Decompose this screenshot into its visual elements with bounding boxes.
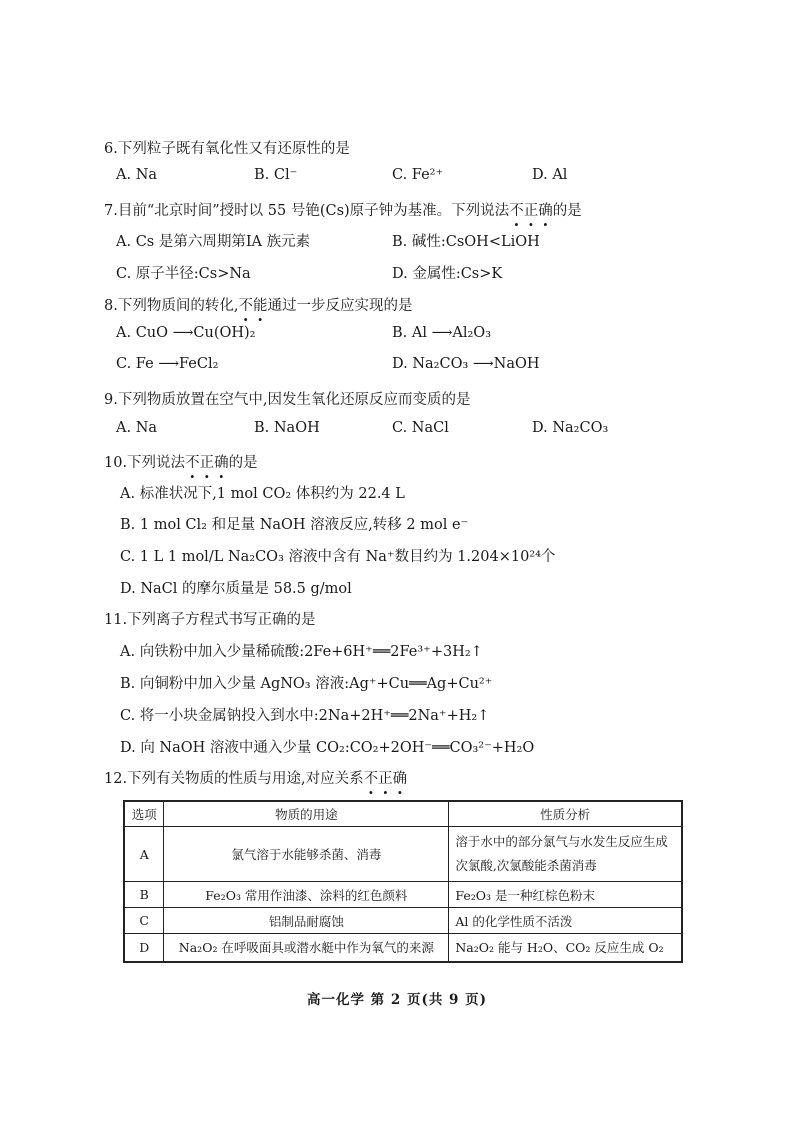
q7-stem-text: 7.目前“北京时间”授时以 55 号铯(Cs)原子钟为基准。下列说法 (104, 203, 510, 219)
emphasis-char: 正 (199, 455, 215, 471)
emphasis-char: 不 (363, 771, 379, 787)
q10-option-d: D. NaCl 的摩尔质量是 58.5 g/mol (120, 581, 352, 597)
table-cell-analysis: Al 的化学性质不活泼 (449, 908, 682, 934)
q9-option-a: A. Na (116, 420, 158, 436)
question-9-stem: 9.下列物质放置在空气中,因发生氧化还原反应而变质的是 (104, 392, 471, 408)
table-cell-option: C (124, 908, 164, 934)
q8-option-b: B. Al ⟶Al₂O₃ (392, 325, 492, 341)
emphasis-char: 不 (185, 455, 200, 471)
table-header: 选项 (124, 801, 164, 827)
q11-option-c: C. 将一小块金属钠投入到水中:2Na+2H⁺══2Na⁺+H₂↑ (120, 708, 490, 724)
table-cell-use: 氯气溶于水能够杀菌、消毒 (164, 827, 449, 882)
property-usage-table (123, 800, 683, 963)
table-row (124, 827, 682, 882)
q7-option-b: B. 碱性:CsOH<LiOH (392, 234, 540, 250)
table-cell-option: A (124, 827, 164, 882)
q10-stem-text: 10.下列说法 (104, 455, 186, 471)
table-header: 物质的用途 (164, 801, 449, 827)
q9-option-c: C. NaCl (392, 420, 449, 436)
q6-option-c: C. Fe²⁺ (392, 167, 444, 183)
table-cell-use: 铝制品耐腐蚀 (164, 908, 449, 934)
question-10-stem (104, 451, 258, 472)
emphasis-char: 确 (538, 203, 553, 219)
table-cell-analysis: 溶于水中的部分氯气与水发生反应生成次氯酸,次氯酸能杀菌消毒 (449, 827, 682, 882)
q9-option-b: B. NaOH (254, 420, 320, 436)
q6-option-d: D. Al (532, 167, 568, 183)
q10-option-c: C. 1 L 1 mol/L Na₂CO₃ 溶液中含有 Na⁺数目约为 1.204×10²⁴个 (120, 549, 556, 565)
table-cell-analysis: Na₂O₂ 能与 H₂O、CO₂ 反应生成 O₂ (449, 934, 682, 962)
q8-stem-tail: 通过一步反应实现的是 (267, 298, 413, 314)
q8-option-d: D. Na₂CO₃ ⟶NaOH (392, 356, 540, 372)
emphasis-char: 能 (252, 298, 268, 314)
emphasis-char: 不 (238, 298, 253, 314)
table-header-row (124, 801, 682, 827)
q10-stem-tail: 的是 (228, 455, 258, 471)
question-12-stem (104, 767, 407, 788)
q11-option-d: D. 向 NaOH 溶液中通入少量 CO₂:CO₂+2OH⁻══CO₃²⁻+H₂O (120, 740, 535, 756)
q8-stem-text: 8.下列物质间的转化, (104, 298, 239, 314)
q7-option-c: C. 原子半径:Cs>Na (116, 266, 251, 282)
q12-stem-text: 12.下列有关物质的性质与用途,对应关系 (104, 771, 364, 787)
q11-option-a: A. 向铁粉中加入少量稀硫酸:2Fe+6H⁺══2Fe³⁺+3H₂↑ (120, 644, 483, 660)
table-row (124, 934, 682, 962)
emphasis-char: 确 (392, 771, 408, 787)
table-header: 性质分析 (449, 801, 682, 827)
q11-option-b: B. 向铜粉中加入少量 AgNO₃ 溶液:Ag⁺+Cu══Ag+Cu²⁺ (120, 676, 493, 692)
question-8-stem (104, 294, 412, 315)
q9-option-d: D. Na₂CO₃ (532, 420, 609, 436)
q6-option-b: B. Cl⁻ (254, 167, 298, 183)
emphasis-char: 正 (523, 203, 539, 219)
table-cell-option: B (124, 882, 164, 908)
table-row (124, 908, 682, 934)
q8-option-a: A. CuO ⟶Cu(OH)₂ (116, 325, 256, 341)
emphasis-char: 正 (378, 771, 393, 787)
emphasis-char: 确 (214, 455, 229, 471)
table-cell-use: Fe₂O₃ 常用作油漆、涂料的红色颜料 (164, 882, 449, 908)
table-row (124, 882, 682, 908)
q6-option-a: A. Na (116, 167, 158, 183)
q10-option-b: B. 1 mol Cl₂ 和足量 NaOH 溶液反应,转移 2 mol e⁻ (120, 517, 469, 533)
q7-stem-tail: 的是 (552, 203, 582, 219)
page-footer: 高一化学 第 2 页(共 9 页) (306, 992, 488, 1008)
question-7-stem (104, 199, 582, 220)
emphasis-char: 不 (509, 203, 524, 219)
q7-option-a: A. Cs 是第六周期第ⅠA 族元素 (116, 234, 311, 250)
table-cell-use: Na₂O₂ 在呼吸面具或潜水艇中作为氧气的来源 (164, 934, 449, 962)
q8-option-c: C. Fe ⟶FeCl₂ (116, 356, 219, 372)
question-6-stem: 6.下列粒子既有氧化性又有还原性的是 (104, 141, 350, 157)
q7-option-d: D. 金属性:Cs>K (392, 266, 503, 282)
question-11-stem: 11.下列离子方程式书写正确的是 (104, 612, 316, 628)
q10-option-a: A. 标准状况下,1 mol CO₂ 体积约为 22.4 L (120, 486, 405, 502)
table-cell-option: D (124, 934, 164, 962)
table-cell-analysis: Fe₂O₃ 是一种红棕色粉末 (449, 882, 682, 908)
